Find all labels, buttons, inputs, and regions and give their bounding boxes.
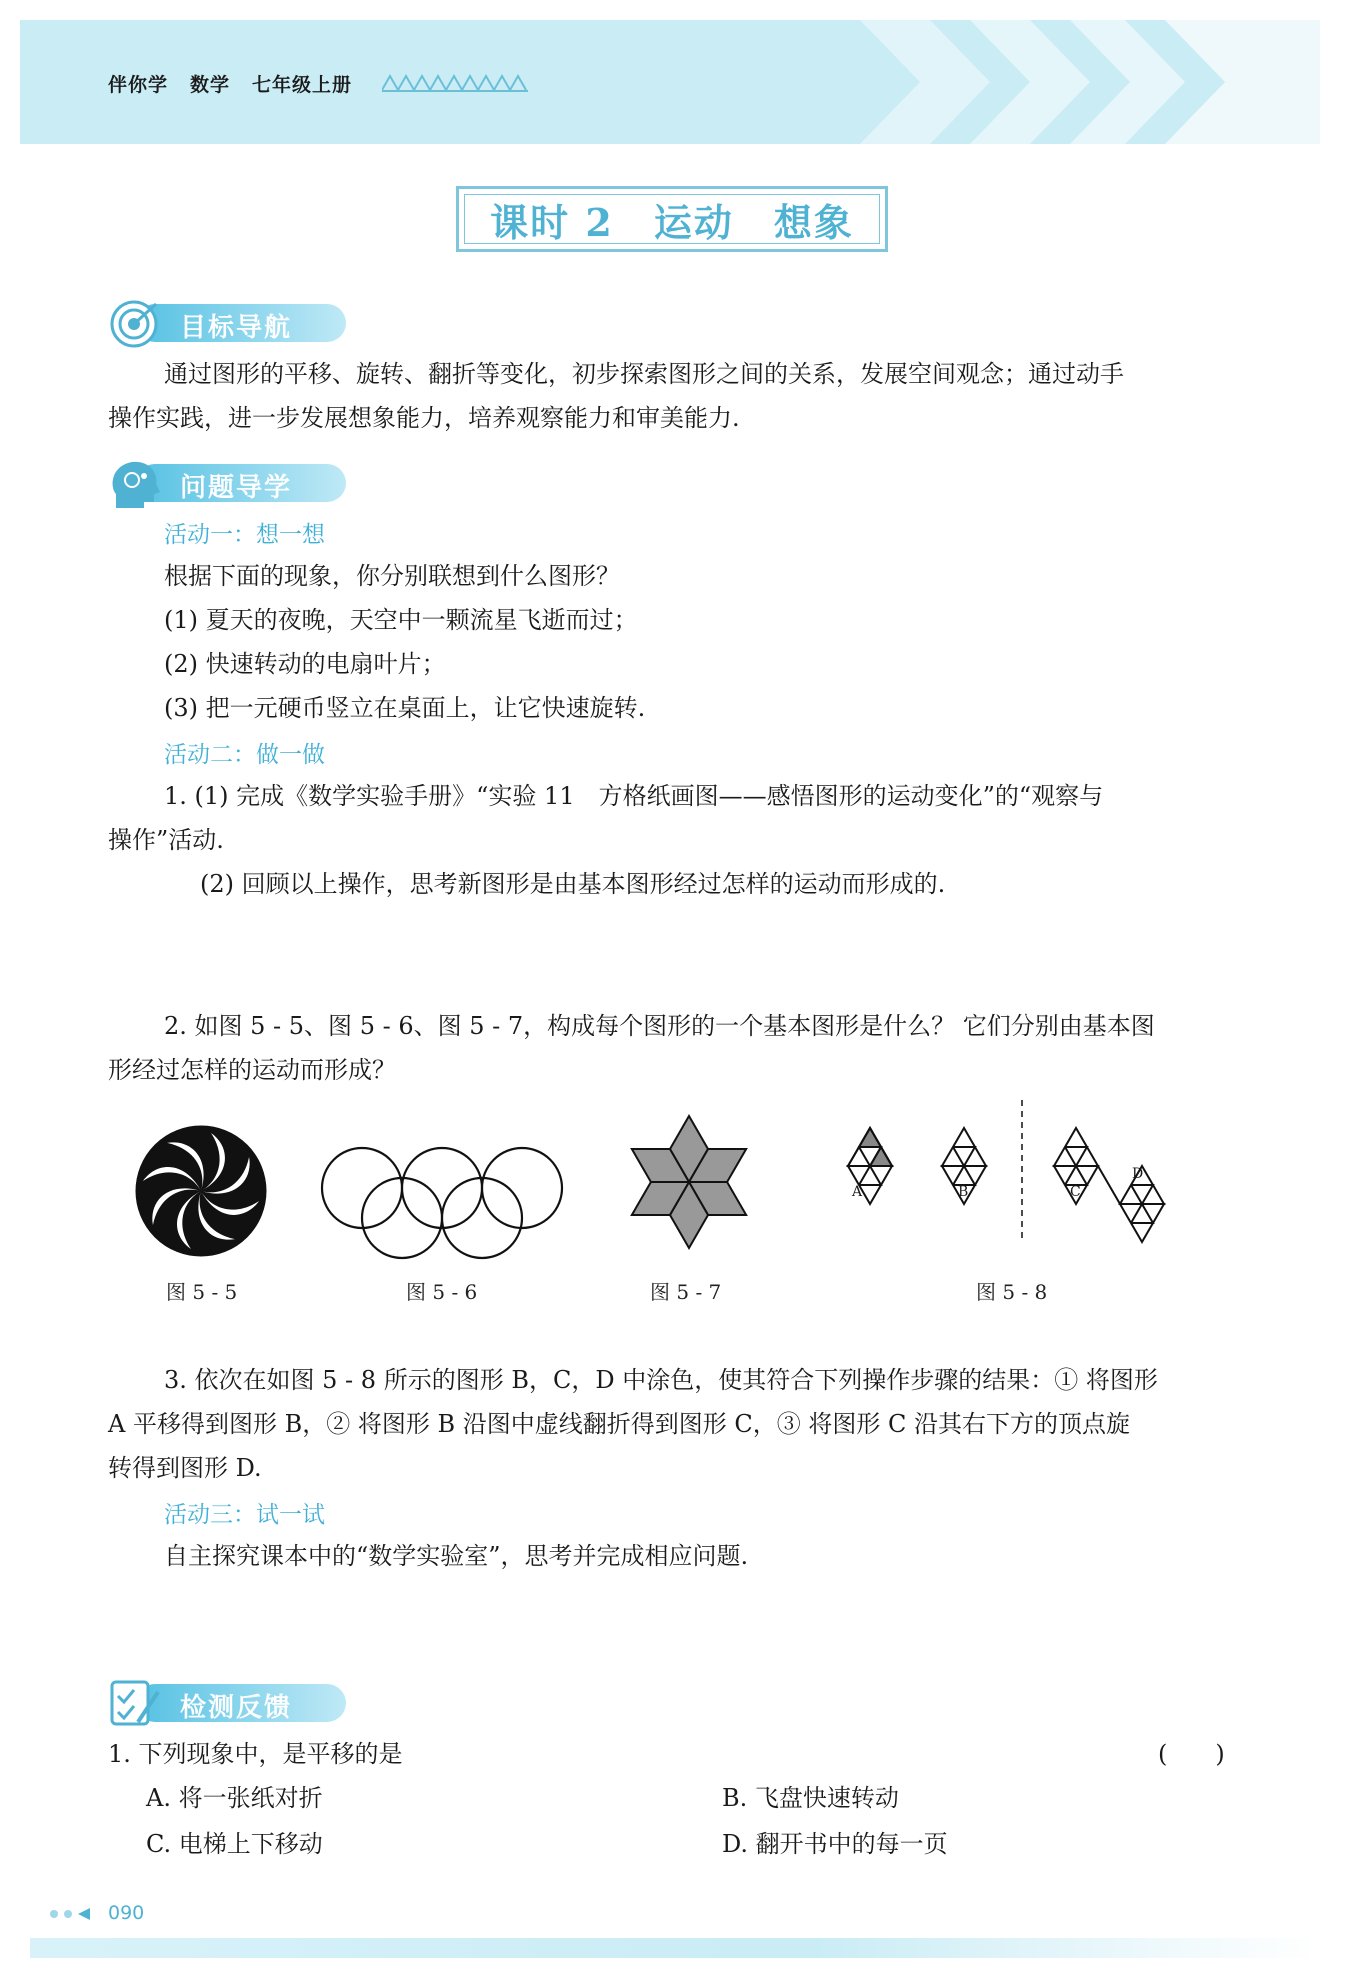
figure-5-7-caption: 图 5 - 7 [650, 1280, 722, 1304]
activity2-q1-line1: 1. (1) 完成《数学实验手册》“实验 11 方格纸画图——感悟图形的运动变化”的“观察与 [164, 782, 1104, 810]
page-arrows-decoration [48, 1908, 102, 1920]
activity2-heading: 活动二：做一做 [164, 742, 325, 768]
lesson-title: 课时 2 运动 想象 [490, 199, 854, 245]
target-icon [108, 298, 164, 348]
activity1-item-1: (1) 夏天的夜晚，天空中一颗流星飞逝而过； [164, 606, 638, 634]
section-tag-goal-label: 目标导航 [180, 313, 293, 343]
activity1-question: 根据下面的现象，你分别联想到什么图形？ [164, 562, 620, 590]
activity2-q3-line2: A 平移得到图形 B，② 将图形 B 沿图中虚线翻折得到图形 C，③ 将图形 C 沿其右下方的顶点旋 [108, 1410, 1130, 1438]
activity3-text: 自主探究课本中的“数学实验室”，思考并完成相应问题. [164, 1542, 749, 1570]
check-q1: 1. 下列现象中，是平移的是 [108, 1740, 403, 1768]
activity2-q1-line2: 操作”活动. [108, 826, 224, 854]
goal-text-line1: 通过图形的平移、旋转、翻折等变化，初步探索图形之间的关系，发展空间观念；通过动手 [164, 360, 1124, 388]
figure-5-7-star [614, 1100, 764, 1264]
figure-5-6-rings [318, 1142, 566, 1262]
figure-5-8-label-b: B [958, 1184, 969, 1200]
header-grade: 七年级上册 [252, 74, 353, 96]
section-tag-problem [108, 458, 368, 506]
header-zigzag-decoration [382, 74, 528, 94]
activity3-heading: 活动三：试一试 [164, 1502, 325, 1528]
figure-5-8-caption: 图 5 - 8 [976, 1280, 1048, 1304]
lesson-title-box [456, 186, 888, 252]
figure-5-8-triangles [826, 1100, 1196, 1266]
activity1-item-3: (3) 把一元硬币竖立在桌面上，让它快速旋转. [164, 694, 646, 722]
section-tag-goal [108, 298, 368, 346]
section-tag-problem-label: 问题导学 [180, 473, 293, 503]
activity1-item-2: (2) 快速转动的电扇叶片； [164, 650, 446, 678]
section-tag-check [108, 1678, 368, 1726]
check-q1-option-c: C. 电梯上下移动 [146, 1830, 323, 1858]
header-text [108, 70, 374, 97]
activity2-q3-line1: 3. 依次在如图 5 - 8 所示的图形 B，C，D 中涂色，使其符合下列操作步骤的结果：① 将图形 [164, 1366, 1158, 1394]
section-tag-check-label: 检测反馈 [180, 1693, 293, 1723]
header-subject: 数学 [190, 74, 231, 96]
header-book: 伴你学 [108, 74, 169, 96]
check-q1-option-a: A. 将一张纸对折 [146, 1784, 323, 1812]
activity2-q2-line2: 形经过怎样的运动而形成？ [108, 1056, 396, 1084]
check-q1-option-d: D. 翻开书中的每一页 [722, 1830, 948, 1858]
thinking-head-icon [108, 458, 164, 512]
check-q1-option-b: B. 飞盘快速转动 [722, 1784, 899, 1812]
check-q1-answer-paren: ( ) [1158, 1740, 1225, 1768]
activity2-q3-line3: 转得到图形 D. [108, 1454, 262, 1482]
figure-5-5-caption: 图 5 - 5 [166, 1280, 238, 1304]
figure-5-8-label-d: D [1132, 1166, 1144, 1182]
goal-text-line2: 操作实践，进一步发展想象能力，培养观察能力和审美能力. [108, 404, 740, 432]
activity1-heading: 活动一：想一想 [164, 522, 325, 548]
figure-5-8-label-c: C [1070, 1184, 1081, 1200]
header-chevrons [860, 20, 1320, 144]
figure-5-6-caption: 图 5 - 6 [406, 1280, 478, 1304]
footer-band [30, 1938, 1320, 1958]
activity2-q2-line1: 2. 如图 5 - 5、图 5 - 6、图 5 - 7，构成每个图形的一个基本图形是什么？ 它们分别由基本图 [164, 1012, 1155, 1040]
figure-5-8-label-a: A [852, 1184, 863, 1200]
figure-5-5-pinwheel [134, 1124, 268, 1258]
page-number: 090 [108, 1902, 145, 1924]
activity2-q1-sub2: (2) 回顾以上操作，思考新图形是由基本图形经过怎样的运动而形成的. [200, 870, 946, 898]
checklist-icon [108, 1678, 164, 1728]
